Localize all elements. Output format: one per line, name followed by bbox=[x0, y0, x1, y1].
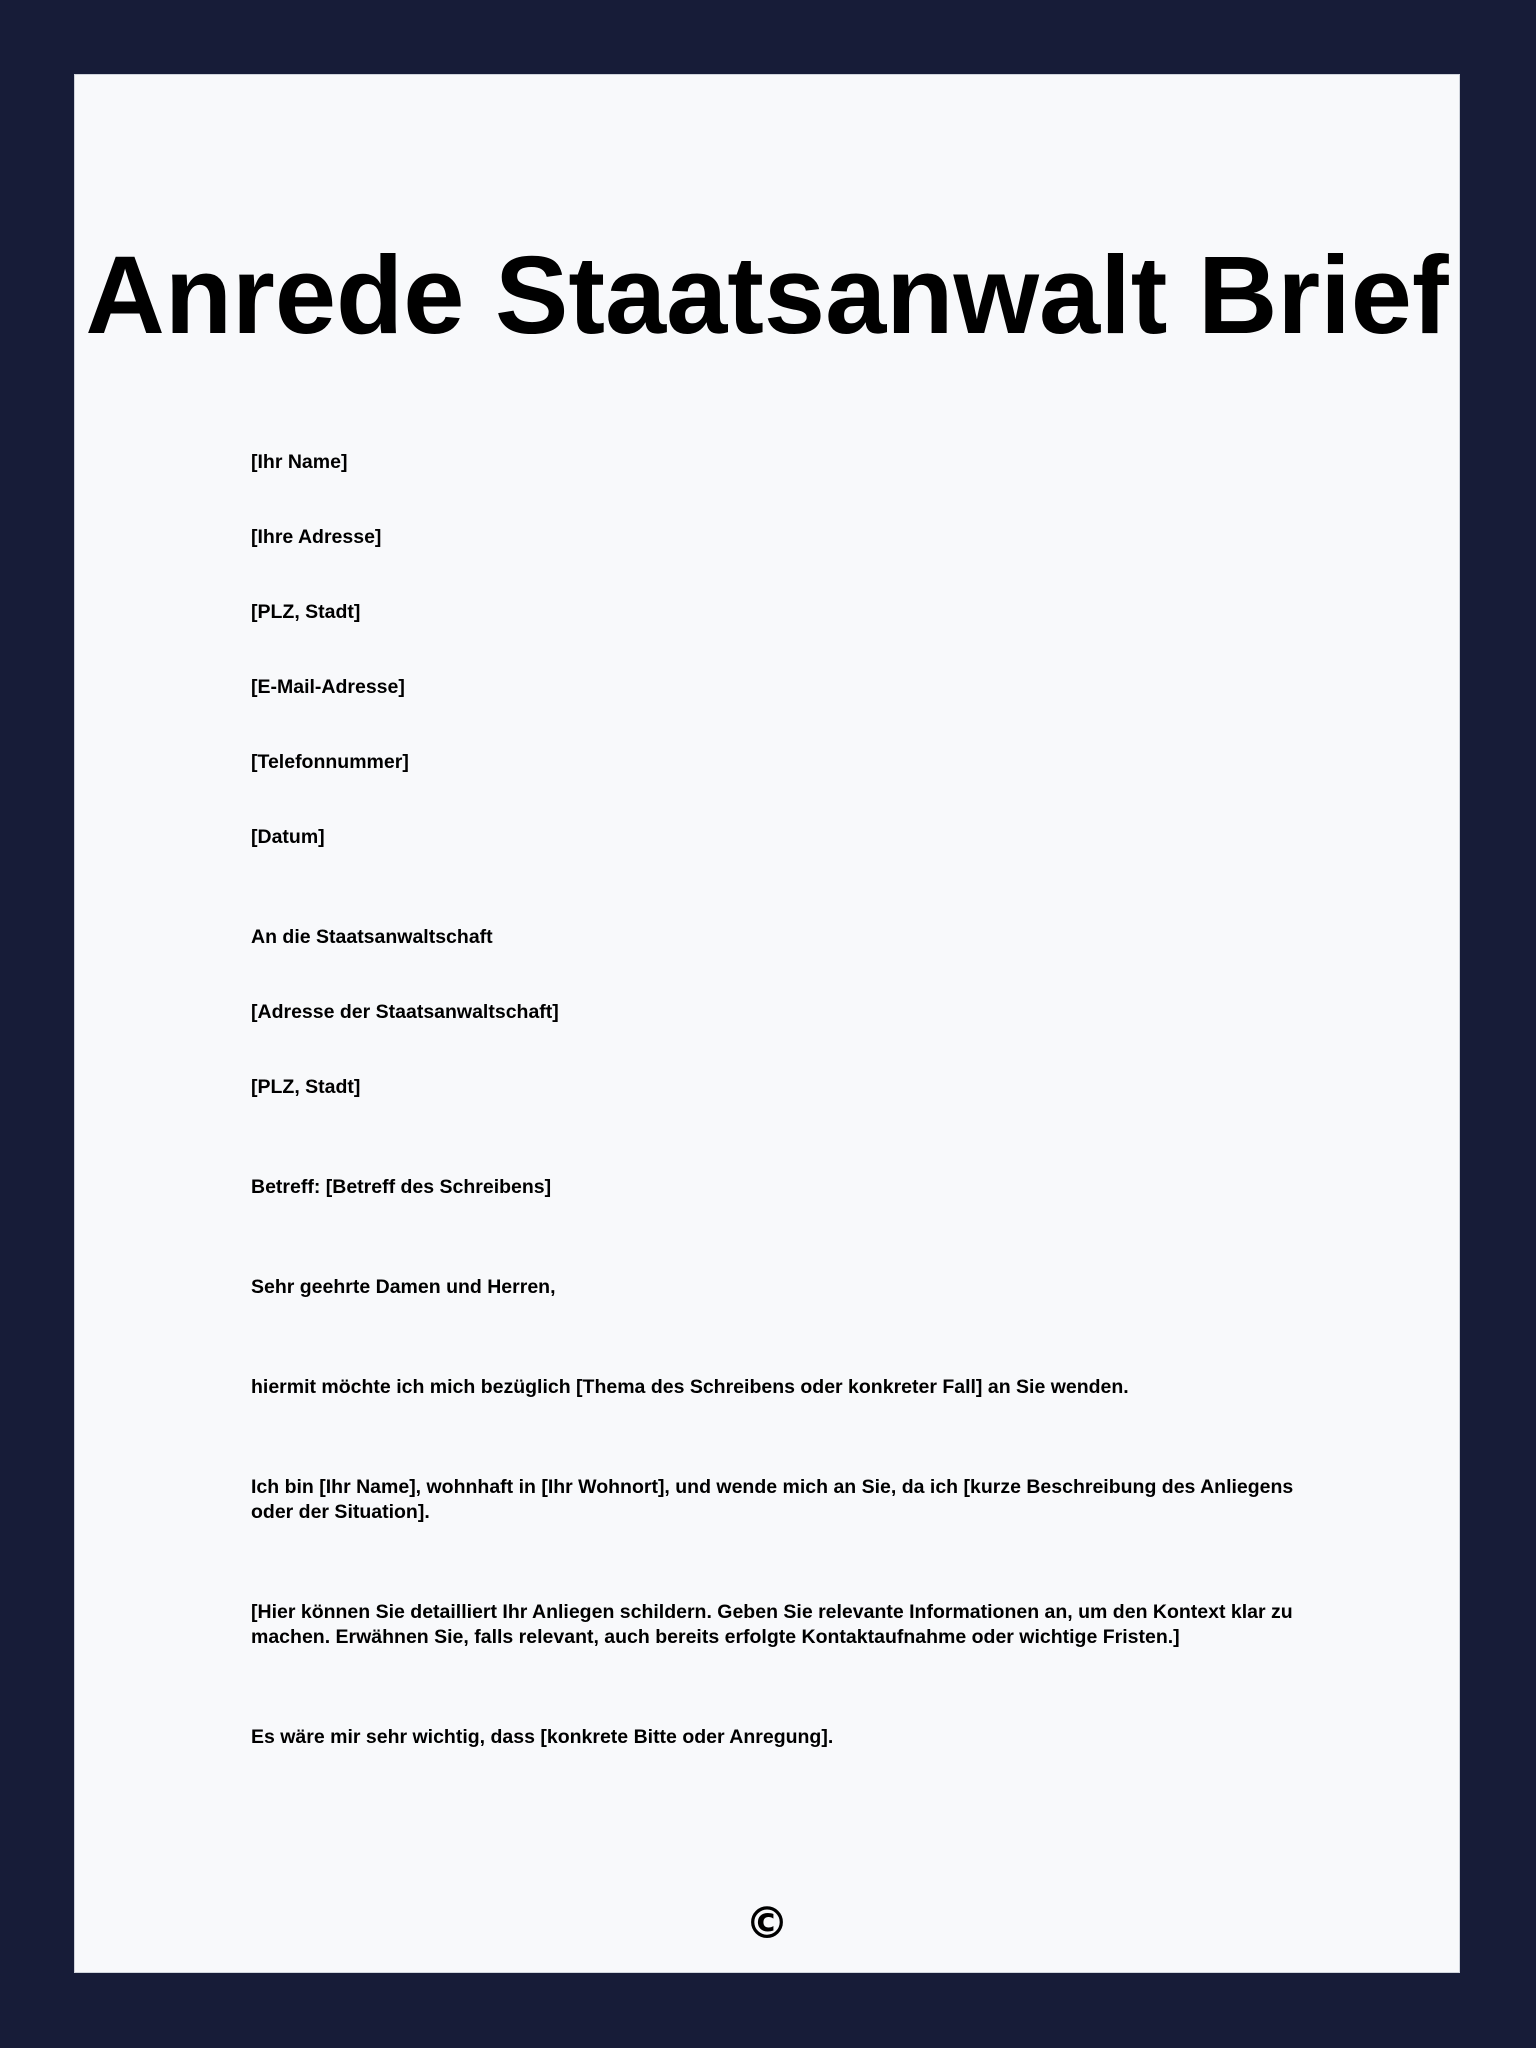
sender-name: [Ihr Name] bbox=[251, 451, 348, 473]
body-paragraph-1: hiermit möchte ich mich bezüglich [Thema des Schreibens oder konkreter Fall] an Sie wenden. bbox=[251, 1376, 1129, 1398]
letter-date: [Datum] bbox=[251, 826, 325, 848]
sender-city: [PLZ, Stadt] bbox=[251, 601, 361, 623]
document-page bbox=[74, 74, 1460, 1973]
body-paragraph-3: [Hier können Sie detailliert Ihr Anliegen schildern. Geben Sie relevante Informationen an, um den Kontext klar zu machen. Erwähnen Sie, falls relevant, auch bereits erfolgte Kontaktaufnahme oder wichtige Fristen.] bbox=[251, 1601, 1293, 1648]
sender-phone: [Telefonnummer] bbox=[251, 751, 409, 773]
recipient-address: [Adresse der Staatsanwaltschaft] bbox=[251, 1001, 559, 1023]
body-paragraph-4: Es wäre mir sehr wichtig, dass [konkrete Bitte oder Anregung]. bbox=[251, 1726, 834, 1748]
document-title: Anrede Staatsanwalt Brief bbox=[85, 234, 1449, 357]
letter-salutation: Sehr geehrte Damen und Herren, bbox=[251, 1276, 556, 1298]
letter-subject: Betreff: [Betreff des Schreibens] bbox=[251, 1176, 552, 1198]
recipient-city: [PLZ, Stadt] bbox=[251, 1076, 361, 1098]
body-paragraph-2: Ich bin [Ihr Name], wohnhaft in [Ihr Wohnort], und wende mich an Sie, da ich [kurze Beschreibung des Anliegens oder der Situation]. bbox=[251, 1476, 1294, 1523]
copyright-icon: © bbox=[745, 1898, 789, 1949]
sender-email: [E-Mail-Adresse] bbox=[251, 676, 405, 698]
sender-address: [Ihre Adresse] bbox=[251, 526, 382, 548]
recipient-name: An die Staatsanwaltschaft bbox=[251, 926, 493, 948]
